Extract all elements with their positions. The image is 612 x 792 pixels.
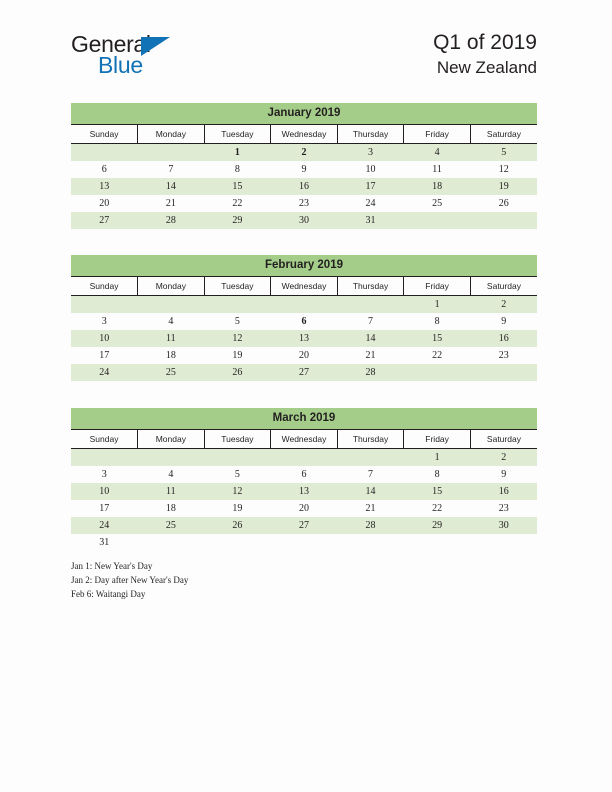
calendar-week-row [71, 212, 537, 229]
brand-logo [71, 33, 281, 83]
calendar-day[interactable]: 30 [271, 212, 338, 229]
month-calendar-january [71, 103, 537, 229]
calendar-day[interactable]: 22 [404, 500, 471, 517]
calendar-day[interactable]: 28 [337, 364, 404, 381]
calendar-week-row [71, 449, 537, 467]
calendar-day[interactable]: 9 [271, 161, 338, 178]
calendar-day[interactable]: 18 [138, 347, 205, 364]
calendar-day[interactable]: 14 [138, 178, 205, 195]
calendar-day[interactable]: 22 [404, 347, 471, 364]
calendar-week-row [71, 296, 537, 314]
calendar-day-empty [271, 296, 338, 314]
month-title: March 2019 [71, 408, 537, 430]
calendar-week-row [71, 313, 537, 330]
calendar-day[interactable]: 12 [204, 330, 271, 347]
calendar-week-row [71, 161, 537, 178]
calendar-day-holiday[interactable]: 1 [204, 144, 271, 162]
month-title: February 2019 [71, 255, 537, 277]
calendar-day[interactable]: 10 [71, 483, 138, 500]
note-line: Jan 2: Day after New Year's Day [71, 575, 189, 585]
calendar-week-row [71, 483, 537, 500]
calendar-day-empty [138, 449, 205, 467]
calendar-day[interactable]: 26 [470, 195, 537, 212]
weekday-header-row [71, 430, 537, 449]
calendar-day[interactable]: 20 [271, 347, 338, 364]
calendar-day[interactable]: 21 [337, 347, 404, 364]
calendar-day[interactable]: 16 [470, 330, 537, 347]
calendar-day[interactable]: 28 [337, 517, 404, 534]
calendar-day[interactable]: 12 [204, 483, 271, 500]
calendar-grid [71, 430, 537, 551]
calendar-day[interactable]: 24 [71, 517, 138, 534]
calendar-day[interactable]: 3 [337, 144, 404, 162]
weekday-sunday: Sunday [71, 430, 138, 449]
calendar-day[interactable]: 4 [404, 144, 471, 162]
weekday-monday: Monday [138, 125, 205, 144]
calendar-day[interactable]: 25 [138, 364, 205, 381]
calendar-day[interactable]: 1 [404, 296, 471, 314]
weekday-thursday: Thursday [337, 277, 404, 296]
calendar-day[interactable]: 10 [71, 330, 138, 347]
month-calendar-february [71, 255, 537, 381]
weekday-wednesday: Wednesday [271, 430, 338, 449]
calendar-day-holiday[interactable]: 6 [271, 313, 338, 330]
calendar-day[interactable]: 24 [337, 195, 404, 212]
calendar-day[interactable]: 29 [404, 517, 471, 534]
calendar-day[interactable]: 27 [271, 517, 338, 534]
calendar-day[interactable]: 4 [138, 466, 205, 483]
calendar-day[interactable]: 18 [138, 500, 205, 517]
calendar-day[interactable]: 1 [404, 449, 471, 467]
calendar-day-empty [337, 449, 404, 467]
calendar-day[interactable]: 9 [470, 313, 537, 330]
calendar-day-empty [138, 534, 205, 551]
calendar-day[interactable]: 8 [404, 313, 471, 330]
holiday-notes [71, 559, 471, 601]
calendar-day[interactable]: 15 [404, 330, 471, 347]
brand-name-blue: Blue [98, 52, 143, 78]
weekday-saturday: Saturday [470, 125, 537, 144]
calendar-day-empty [404, 212, 471, 229]
calendar-day-empty [204, 449, 271, 467]
calendar-day[interactable]: 13 [271, 330, 338, 347]
calendar-day[interactable]: 18 [404, 178, 471, 195]
weekday-thursday: Thursday [337, 430, 404, 449]
calendar-day[interactable]: 27 [71, 212, 138, 229]
calendar-day[interactable]: 19 [204, 500, 271, 517]
calendar-day[interactable]: 20 [271, 500, 338, 517]
calendar-day-empty [71, 449, 138, 467]
calendar-day[interactable]: 13 [71, 178, 138, 195]
calendar-day-empty [470, 534, 537, 551]
weekday-sunday: Sunday [71, 125, 138, 144]
calendar-day[interactable]: 10 [337, 161, 404, 178]
calendar-day[interactable]: 26 [204, 364, 271, 381]
brand-name-general: General [71, 31, 151, 57]
calendar-day[interactable]: 16 [470, 483, 537, 500]
calendar-day-empty [204, 534, 271, 551]
calendar-day[interactable]: 17 [71, 500, 138, 517]
calendar-day[interactable]: 15 [404, 483, 471, 500]
calendar-day[interactable]: 9 [470, 466, 537, 483]
calendar-day[interactable]: 26 [204, 517, 271, 534]
calendar-grid [71, 125, 537, 229]
weekday-wednesday: Wednesday [271, 277, 338, 296]
weekday-tuesday: Tuesday [204, 125, 271, 144]
calendar-day[interactable]: 20 [71, 195, 138, 212]
calendar-day[interactable]: 11 [138, 483, 205, 500]
calendar-day[interactable]: 25 [404, 195, 471, 212]
weekday-friday: Friday [404, 277, 471, 296]
note-line: Feb 6: Waitangi Day [71, 589, 146, 599]
calendar-day-empty [138, 144, 205, 162]
weekday-friday: Friday [404, 125, 471, 144]
calendar-day[interactable]: 5 [470, 144, 537, 162]
calendar-day-empty [337, 296, 404, 314]
calendar-day-empty [271, 534, 338, 551]
calendar-week-row [71, 534, 537, 551]
weekday-wednesday: Wednesday [271, 125, 338, 144]
calendar-day[interactable]: 21 [138, 195, 205, 212]
calendar-day-empty [71, 296, 138, 314]
calendar-day-empty [138, 296, 205, 314]
calendar-day[interactable]: 8 [404, 466, 471, 483]
calendar-day[interactable]: 17 [71, 347, 138, 364]
weekday-monday: Monday [138, 277, 205, 296]
calendar-day[interactable]: 2 [470, 449, 537, 467]
month-title: January 2019 [71, 103, 537, 125]
calendar-day[interactable]: 14 [337, 330, 404, 347]
calendar-day[interactable]: 11 [138, 330, 205, 347]
weekday-tuesday: Tuesday [204, 277, 271, 296]
calendar-day[interactable]: 5 [204, 313, 271, 330]
country-subtitle: New Zealand [436, 58, 537, 77]
calendar-day-empty [404, 534, 471, 551]
calendar-day-holiday[interactable]: 2 [271, 144, 338, 162]
month-calendar-march [71, 408, 537, 551]
calendar-day-empty [71, 144, 138, 162]
calendar-day[interactable]: 4 [138, 313, 205, 330]
calendar-week-row [71, 178, 537, 195]
calendar-day[interactable]: 6 [71, 161, 138, 178]
triangle-icon [141, 37, 170, 56]
calendar-day[interactable]: 11 [404, 161, 471, 178]
calendar-week-row [71, 347, 537, 364]
calendar-day[interactable]: 21 [337, 500, 404, 517]
page-title [433, 30, 537, 80]
calendar-day[interactable]: 22 [204, 195, 271, 212]
calendar-day[interactable]: 15 [204, 178, 271, 195]
weekday-saturday: Saturday [470, 430, 537, 449]
calendar-day[interactable]: 13 [271, 483, 338, 500]
calendar-day[interactable]: 17 [337, 178, 404, 195]
calendar-day[interactable]: 29 [204, 212, 271, 229]
calendar-day-empty [470, 364, 537, 381]
calendar-day[interactable]: 31 [71, 534, 138, 551]
calendar-body [71, 296, 537, 382]
page-header [0, 0, 612, 96]
calendar-body [71, 449, 537, 552]
calendar-day[interactable]: 7 [337, 466, 404, 483]
calendar-day[interactable]: 28 [138, 212, 205, 229]
calendar-day-empty [271, 449, 338, 467]
calendar-day[interactable]: 3 [71, 313, 138, 330]
calendar-day[interactable]: 5 [204, 466, 271, 483]
weekday-tuesday: Tuesday [204, 430, 271, 449]
weekday-header-row [71, 277, 537, 296]
note-line: Jan 1: New Year's Day [71, 561, 153, 571]
calendar-day-empty [470, 212, 537, 229]
calendar-day[interactable]: 23 [470, 500, 537, 517]
calendar-day[interactable]: 19 [204, 347, 271, 364]
calendar-week-row [71, 144, 537, 162]
calendar-day[interactable]: 23 [271, 195, 338, 212]
calendar-day[interactable]: 7 [337, 313, 404, 330]
calendar-day[interactable]: 31 [337, 212, 404, 229]
calendar-week-row [71, 364, 537, 381]
weekday-header-row [71, 125, 537, 144]
calendar-day[interactable]: 8 [204, 161, 271, 178]
calendar-day[interactable]: 6 [271, 466, 338, 483]
calendar-day-empty [404, 364, 471, 381]
calendar-day[interactable]: 25 [138, 517, 205, 534]
calendar-week-row [71, 500, 537, 517]
calendar-day[interactable]: 24 [71, 364, 138, 381]
calendar-day[interactable]: 2 [470, 296, 537, 314]
weekday-saturday: Saturday [470, 277, 537, 296]
calendar-day[interactable]: 16 [271, 178, 338, 195]
calendar-week-row [71, 330, 537, 347]
calendar-week-row [71, 517, 537, 534]
weekday-thursday: Thursday [337, 125, 404, 144]
weekday-friday: Friday [404, 430, 471, 449]
calendar-day[interactable]: 19 [470, 178, 537, 195]
calendar-day[interactable]: 12 [470, 161, 537, 178]
calendar-day-empty [204, 296, 271, 314]
calendar-day-empty [337, 534, 404, 551]
calendar-day[interactable]: 27 [271, 364, 338, 381]
calendar-day[interactable]: 14 [337, 483, 404, 500]
weekday-sunday: Sunday [71, 277, 138, 296]
quarter-title: Q1 of 2019 [433, 31, 537, 54]
calendar-week-row [71, 195, 537, 212]
calendar-week-row [71, 466, 537, 483]
calendar-grid [71, 277, 537, 381]
calendar-day[interactable]: 30 [470, 517, 537, 534]
calendar-body [71, 144, 537, 230]
calendar-day[interactable]: 7 [138, 161, 205, 178]
calendar-day[interactable]: 3 [71, 466, 138, 483]
weekday-monday: Monday [138, 430, 205, 449]
calendar-day[interactable]: 23 [470, 347, 537, 364]
